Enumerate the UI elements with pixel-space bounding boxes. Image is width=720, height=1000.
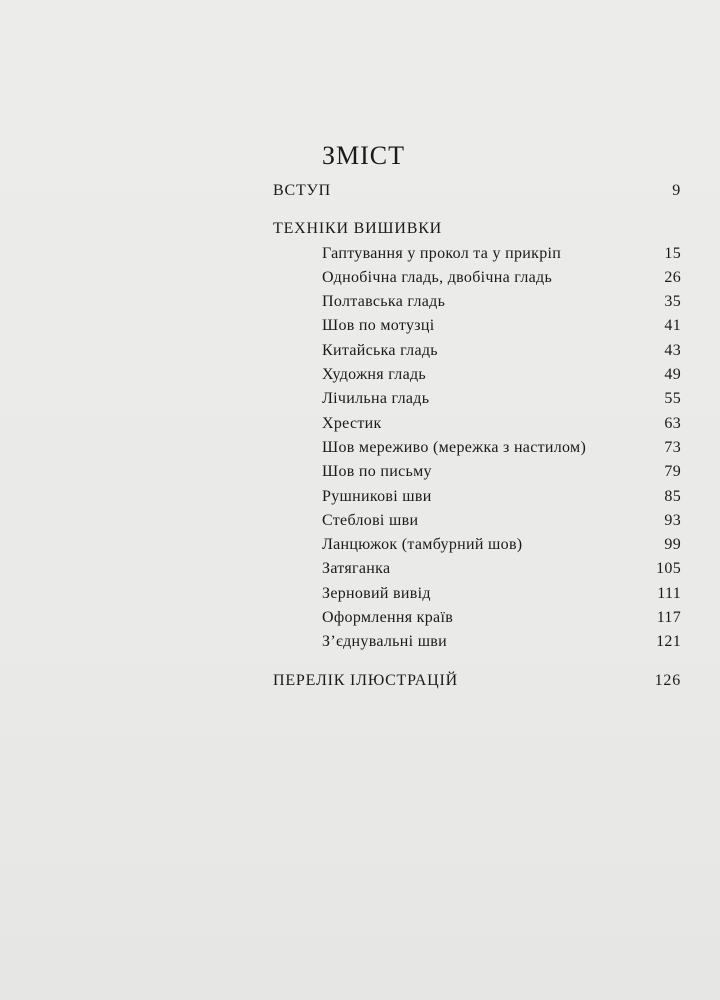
toc-entry[interactable] xyxy=(273,606,684,630)
toc-entry[interactable] xyxy=(273,387,684,411)
toc-entry[interactable] xyxy=(273,436,684,460)
toc-entry[interactable] xyxy=(273,242,684,266)
toc-entry-label: Рушникові шви xyxy=(322,487,432,505)
toc-entry[interactable] xyxy=(273,412,684,436)
toc-entry-label: Шов мереживо (мережка з настилом) xyxy=(322,438,587,456)
toc-entry[interactable] xyxy=(273,363,684,387)
toc-entry-illustrations[interactable] xyxy=(273,669,684,693)
toc-entry-label: Лічильна гладь xyxy=(322,390,430,408)
toc-entry-page: 73 xyxy=(664,438,681,456)
toc-entry-label: Затяганка xyxy=(322,560,391,578)
toc-entry-page: 63 xyxy=(664,414,681,432)
toc-entry-label: Художня гладь xyxy=(322,366,427,384)
toc-entry-page: 35 xyxy=(664,293,681,311)
toc-entry-intro[interactable] xyxy=(273,179,684,203)
toc-entry-page: 49 xyxy=(664,366,681,384)
toc-entry[interactable] xyxy=(273,485,684,509)
toc-entry-label: З’єднувальні шви xyxy=(322,633,448,651)
toc-techniques-list xyxy=(273,242,684,655)
toc-entry-page: 117 xyxy=(656,609,681,627)
toc-section-label: ТЕХНІКИ ВИШИВКИ xyxy=(273,220,443,238)
toc-entry-label: Стеблові шви xyxy=(322,511,419,529)
toc-entry-page: 111 xyxy=(657,584,681,602)
toc-entry-label: Полтавська гладь xyxy=(322,293,446,311)
toc-entry-label: Зерновий вивід xyxy=(322,584,431,602)
toc-entry-label: Гаптування у прокол та у прикріп xyxy=(322,244,562,262)
toc-entry-page: 43 xyxy=(664,341,681,359)
toc-entry-label: Ланцюжок (тамбурний шов) xyxy=(322,536,523,554)
toc-entry[interactable] xyxy=(273,509,684,533)
toc-entry-label: ВСТУП xyxy=(273,182,331,199)
toc-entry-label: Шов по мотузці xyxy=(322,317,435,335)
toc-entry[interactable] xyxy=(273,460,684,484)
toc-entry[interactable] xyxy=(273,314,684,338)
toc-entry[interactable] xyxy=(273,533,684,557)
toc-entry-label: Шов по письму xyxy=(322,463,432,481)
toc-entry-page: 9 xyxy=(672,182,681,199)
toc-entry-label: ПЕРЕЛІК ІЛЮСТРАЦІЙ xyxy=(273,671,458,689)
toc-entry-page: 93 xyxy=(664,511,681,529)
toc-entry-label: Хрестик xyxy=(322,414,382,432)
table-of-contents xyxy=(273,138,684,693)
toc-entry-page: 41 xyxy=(664,317,681,335)
toc-entry[interactable] xyxy=(273,630,684,654)
toc-entry-label: Однобічна гладь, двобічна гладь xyxy=(322,268,553,286)
toc-entry-page: 126 xyxy=(654,671,681,689)
toc-entry-page: 99 xyxy=(664,536,681,554)
toc-entry-page: 15 xyxy=(664,244,681,262)
toc-entry[interactable] xyxy=(273,557,684,581)
toc-entry-page: 121 xyxy=(656,633,681,651)
toc-entry[interactable] xyxy=(273,266,684,290)
toc-entry-page: 105 xyxy=(656,560,681,578)
toc-entry-page: 79 xyxy=(664,463,681,481)
toc-entry-page: 55 xyxy=(664,390,681,408)
toc-title: ЗМІСТ xyxy=(322,141,406,170)
toc-section-techniques[interactable] xyxy=(273,217,684,241)
toc-entry[interactable] xyxy=(273,290,684,314)
toc-entry-page: 26 xyxy=(664,268,681,286)
toc-entry[interactable] xyxy=(273,582,684,606)
toc-entry-page: 85 xyxy=(664,487,681,505)
toc-entry[interactable] xyxy=(273,339,684,363)
toc-entry-label: Китайська гладь xyxy=(322,341,438,359)
toc-entry-label: Оформлення країв xyxy=(322,609,454,627)
